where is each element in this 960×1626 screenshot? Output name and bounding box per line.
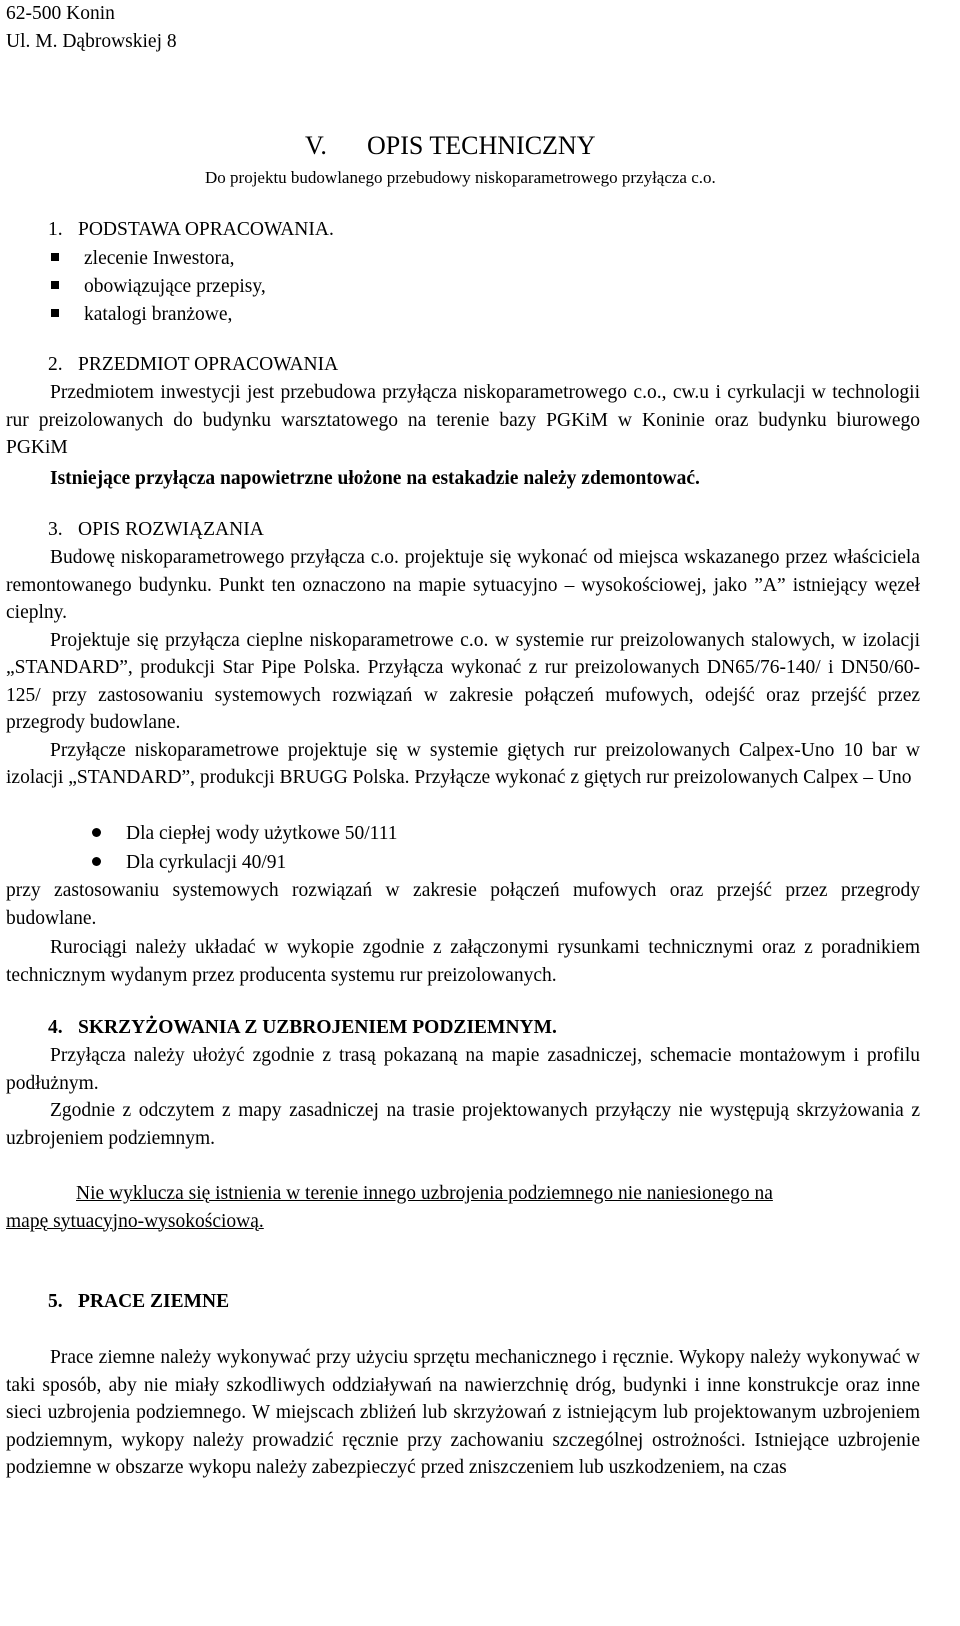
list-item: Dla cyrkulacji 40/91 — [92, 848, 398, 877]
section-2-body — [6, 379, 920, 492]
list-item: zlecenie Inwestora, — [48, 245, 266, 273]
address-block — [6, 0, 177, 56]
section-5-paragraph-1: Prace ziemne należy wykonywać przy użyciu sprzętu mechanicznego i ręcznie. Wykopy należy wykonywać w taki sposób, aby nie miały szkodliwych oddziaływań na nawierzchnię dróg, budynki i inne konstrukcje oraz inne sieci uzbrojenia podziemnego. W miejscach zbliżeń lub skrzyżowań z istniejącym lub projektowanym uzbrojeniem podziemnym, wykopy należy prowadzić ręcznie przy zachowaniu szczególnej ostrożności. Istniejące uzbrojenie podziemne w obszarze wykopu należy zabezpieczyć przed zniszczeniem lub uszkodzeniem, na czas — [6, 1347, 920, 1478]
section-1-number: 1. — [48, 219, 63, 240]
title-number: V. — [305, 131, 327, 160]
document-subtitle: Do projektu budowlanego przebudowy niskoparametrowego przyłącza c.o. — [205, 168, 716, 187]
section-5-number: 5. — [48, 1291, 63, 1312]
section-4-paragraph-2: Zgodnie z odczytem z mapy zasadniczej na trasie projektowanych przyłączy nie występują skrzyżowania z uzbrojeniem podziemnym. — [6, 1100, 920, 1149]
section-5-body — [6, 1344, 920, 1482]
section-3-number: 3. — [48, 519, 63, 540]
section-3-list — [92, 819, 398, 877]
section-5-heading — [48, 1288, 229, 1315]
square-bullet-icon — [51, 253, 59, 261]
section-4-number: 4. — [48, 1017, 63, 1038]
section-4-title: SKRZYŻOWANIA Z UZBROJENIEM PODZIEMNYM. — [78, 1017, 557, 1038]
round-bullet-icon — [92, 857, 101, 866]
section-3-body-continued — [6, 877, 920, 989]
section-3-paragraph-4: przy zastosowaniu systemowych rozwiązań w zakresie połączeń mufowych oraz przejść przez przegrody budowlane. — [6, 880, 920, 929]
section-2-heading — [48, 351, 338, 378]
section-3-paragraph-1: Budowę niskoparametrowego przyłącza c.o. projektuje się wykonać od miejsca wskazanego przez właściciela remontowanego budynku. Punkt ten oznaczono na mapie sytuacyjno – wysokościowej, jako ”A” istniejący węzeł cieplny. — [6, 547, 920, 623]
section-2-number: 2. — [48, 354, 63, 375]
address-line-2: Ul. M. Dąbrowskiej 8 — [6, 31, 177, 52]
section-3-heading — [48, 516, 264, 543]
title-text: OPIS TECHNICZNY — [367, 131, 596, 160]
document-title — [305, 130, 595, 162]
section-3-paragraph-3: Przyłącze niskoparametrowe projektuje się w systemie giętych rur preizolowanych Calpex-Uno 10 bar w izolacji „STANDARD”, produkcji BRUGG Polska. Przyłącze wykonać z giętych rur preizolowanych Calpex – Uno — [6, 739, 920, 788]
section-3-paragraph-5: Rurociągi należy układać w wykopie zgodnie z załączonymi rysunkami technicznymi oraz z poradnikiem technicznym wydanym przez producenta systemu rur preizolowanych. — [6, 937, 920, 986]
section-4-heading — [48, 1014, 557, 1041]
section-5-title: PRACE ZIEMNE — [78, 1291, 230, 1312]
section-4-paragraph-1: Przyłącza należy ułożyć zgodnie z trasą pokazaną na mapie zasadniczej, schemacie montażowym i profilu podłużnym. — [6, 1045, 920, 1094]
section-1-title: PODSTAWA OPRACOWANIA. — [78, 219, 334, 240]
list-item: obowiązujące przepisy, — [48, 273, 266, 301]
square-bullet-icon — [51, 309, 59, 317]
section-4-body — [6, 1042, 920, 1152]
section-1-list — [48, 245, 266, 329]
section-3-body — [6, 544, 920, 792]
section-2-title: PRZEDMIOT OPRACOWANIA — [78, 354, 339, 375]
section-2-paragraph-1: Przedmiotem inwestycji jest przebudowa przyłącza niskoparametrowego c.o., cw.u i cyrkulacji w technologii rur preizolowanych do budynku warsztatowego na terenie bazy PGKiM w Koninie oraz budynku biurowego PGKiM — [6, 382, 920, 458]
section-4-note — [6, 1180, 786, 1235]
round-bullet-icon — [92, 828, 101, 837]
list-item: katalogi branżowe, — [48, 301, 266, 329]
section-1-heading — [48, 216, 334, 243]
section-3-paragraph-2: Projektuje się przyłącza cieplne niskoparametrowe c.o. w systemie rur preizolowanych stalowych, w izolacji „STANDARD”, produkcji Star Pipe Polska. Przyłącza wykonać z rur preizolowanych DN65/76-140/ i DN50/60-125/ przy zastosowaniu systemowych rozwiązań w zakresie połączeń mufowych, odejść oraz przejść przez przegrody budowlane. — [6, 629, 920, 733]
section-2-paragraph-2: Istniejące przyłącza napowietrzne ułożone na estakadzie należy zdemontować. — [50, 467, 700, 489]
section-3-title: OPIS ROZWIĄZANIA — [78, 519, 264, 540]
address-line-1: 62-500 Konin — [6, 3, 115, 24]
list-item: Dla ciepłej wody użytkowe 50/111 — [92, 819, 398, 848]
section-4-paragraph-3: Nie wyklucza się istnienia w terenie innego uzbrojenia podziemnego nie naniesionego na mapę sytuacyjno-wysokościową. — [6, 1183, 773, 1232]
square-bullet-icon — [51, 281, 59, 289]
